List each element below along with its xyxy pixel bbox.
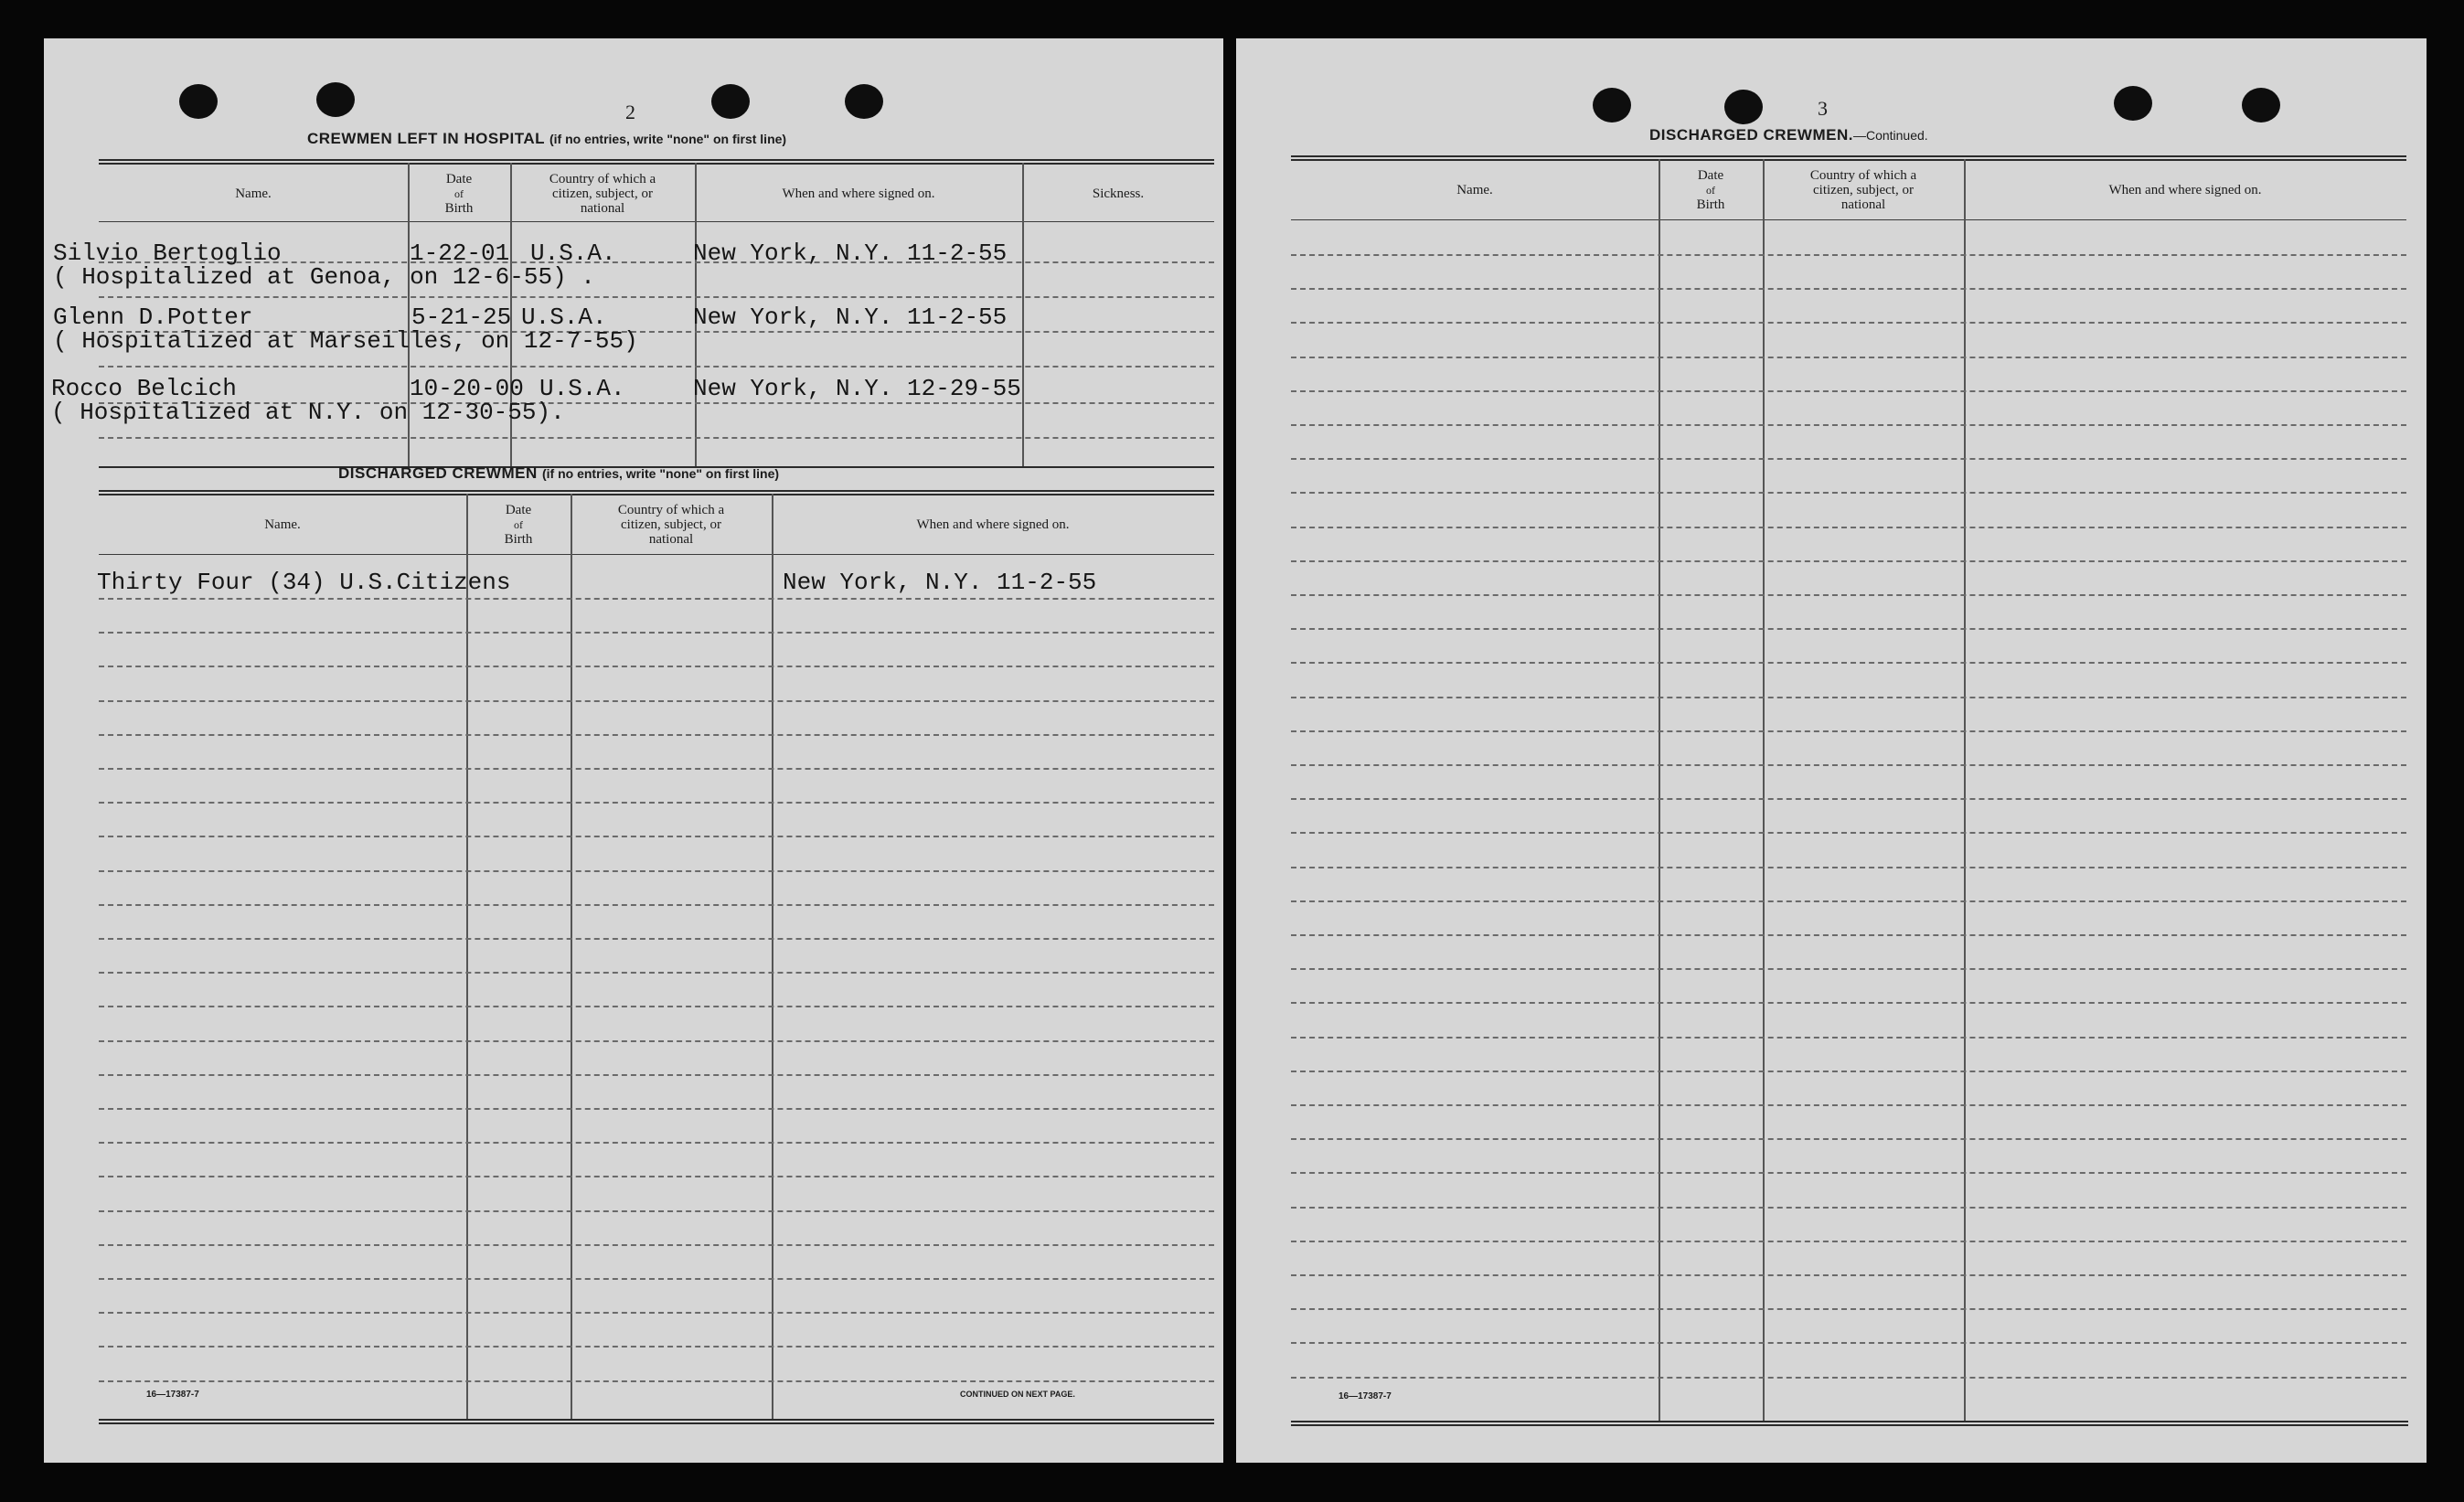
blank-line (99, 1176, 1214, 1177)
form-number: 16—17387-7 (146, 1390, 199, 1400)
blank-line (1291, 1274, 2406, 1276)
discharged-continued-text: DISCHARGED CREWMEN. (1649, 126, 1853, 144)
blank-line (1291, 1138, 2406, 1140)
crewman-dob: 1-22-01 (410, 240, 510, 267)
blank-line (99, 1346, 1214, 1348)
discharged-continued-title (1649, 126, 1928, 144)
right-header-country: Country of which a citizen, subject, or national (1809, 168, 1917, 212)
blank-line (1291, 968, 2406, 970)
blank-line (99, 802, 1214, 804)
blank-line (1291, 322, 2406, 324)
discharged-section-title (338, 464, 779, 483)
blank-line (1291, 1342, 2406, 1344)
right-header-dob: Date of Birth (1696, 168, 1725, 212)
crewman-dob: 5-21-25 (411, 304, 512, 331)
crewman-hospital-note: ( Hospitalized at N.Y. on 12-30-55). (51, 399, 565, 426)
punch-hole-icon (845, 84, 883, 119)
discharged-header-country: Country of which a citizen, subject, or national (617, 503, 725, 547)
blank-line (99, 870, 1214, 872)
blank-line (99, 1244, 1214, 1246)
blank-line (99, 836, 1214, 837)
punch-hole-icon (1593, 88, 1631, 123)
right-header-name: Name. (1456, 183, 1493, 197)
blank-line (99, 598, 1214, 600)
blank-line (99, 1210, 1214, 1212)
blank-line (1291, 254, 2406, 256)
blank-line (1291, 424, 2406, 426)
blank-line (1291, 662, 2406, 664)
blank-line (99, 1006, 1214, 1007)
crewman-signed-on: New York, N.Y. 11-2-55 (693, 304, 1008, 331)
discharged-signed-on: New York, N.Y. 11-2-55 (783, 569, 1097, 596)
blank-line (1291, 900, 2406, 902)
blank-line (1291, 527, 2406, 528)
crewman-name: Rocco Belcich (51, 375, 237, 402)
blank-line (1291, 1377, 2406, 1379)
blank-line (1291, 492, 2406, 494)
crewman-dob: 10-20-00 (410, 375, 524, 402)
page-number: 2 (625, 101, 635, 123)
blank-line (1291, 390, 2406, 392)
hospital-header-dob: Date of Birth (444, 172, 474, 216)
blank-line (99, 666, 1214, 667)
page-number: 3 (1818, 97, 1828, 120)
hospital-header-sickness: Sickness. (1092, 186, 1145, 201)
blank-line (99, 1040, 1214, 1042)
blank-line (1291, 357, 2406, 358)
crewman-name: Silvio Bertoglio (53, 240, 282, 267)
blank-line (1291, 832, 2406, 834)
blank-line (1291, 697, 2406, 698)
hospital-title-text: CREWMEN LEFT IN HOSPITAL (307, 130, 545, 147)
form-number: 16—17387-7 (1339, 1391, 1392, 1401)
hospital-header-name: Name. (235, 186, 272, 201)
blank-line (99, 1278, 1214, 1280)
crewman-name: Glenn D.Potter (53, 304, 253, 331)
right-page (1236, 38, 2427, 1463)
blank-line (1291, 628, 2406, 630)
blank-line (1291, 560, 2406, 562)
blank-line (1291, 1002, 2406, 1004)
blank-line (1291, 1207, 2406, 1209)
crewman-signed-on: New York, N.Y. 12-29-55 (693, 375, 1021, 402)
crewman-signed-on: New York, N.Y. 11-2-55 (693, 240, 1008, 267)
blank-line (99, 1312, 1214, 1314)
blank-line (1291, 1308, 2406, 1310)
blank-line (1291, 1172, 2406, 1174)
punch-hole-icon (2242, 88, 2280, 123)
blank-line (1291, 1071, 2406, 1072)
blank-line (1291, 1037, 2406, 1039)
blank-line (99, 904, 1214, 906)
discharged-title-note: (if no entries, write "none" on first line) (541, 466, 780, 481)
blank-line (1291, 458, 2406, 460)
blank-line (99, 734, 1214, 736)
blank-line (99, 938, 1214, 940)
punch-hole-icon (1724, 90, 1763, 124)
hospital-header-country: Country of which a citizen, subject, or national (549, 172, 656, 216)
blank-line (99, 1142, 1214, 1144)
blank-line (99, 632, 1214, 634)
blank-line (99, 1108, 1214, 1110)
crewman-country: U.S.A. (539, 375, 625, 402)
blank-line (99, 972, 1214, 974)
blank-line (1291, 730, 2406, 732)
discharged-name: Thirty Four (34) U.S.Citizens (97, 569, 511, 596)
crewman-country: U.S.A. (521, 304, 607, 331)
blank-line (1291, 288, 2406, 290)
blank-line (1291, 934, 2406, 936)
left-page (44, 38, 1223, 1463)
hospital-header-signed: When and where signed on. (782, 186, 935, 201)
discharged-header-name: Name. (264, 517, 301, 532)
blank-line (1291, 867, 2406, 868)
blank-line (99, 1074, 1214, 1076)
punch-hole-icon (711, 84, 750, 119)
blank-line (99, 768, 1214, 770)
continued-note: CONTINUED ON NEXT PAGE. (960, 1390, 1075, 1399)
discharged-header-signed: When and where signed on. (916, 517, 1070, 532)
blank-line (1291, 764, 2406, 766)
hospital-title-note: (if no entries, write "none" on first line) (549, 132, 787, 146)
crewman-hospital-note: ( Hospitalized at Marseilles, on 12-7-55) (53, 327, 638, 355)
punch-hole-icon (316, 82, 355, 117)
hospital-section-title (307, 130, 786, 148)
blank-line (1291, 1241, 2406, 1242)
discharged-title-text: DISCHARGED CREWMEN (338, 464, 538, 482)
blank-line (1291, 798, 2406, 800)
punch-hole-icon (179, 84, 218, 119)
crewman-country: U.S.A. (530, 240, 616, 267)
crewman-hospital-note: ( Hospitalized at Genoa, on 12-6-55) . (53, 263, 595, 291)
blank-line (1291, 1104, 2406, 1106)
blank-line (1291, 594, 2406, 596)
blank-line (99, 1380, 1214, 1382)
continued-suffix: —Continued. (1852, 128, 1928, 143)
discharged-header-dob: Date of Birth (504, 503, 533, 547)
right-header-signed: When and where signed on. (2108, 183, 2262, 197)
blank-line (99, 700, 1214, 702)
punch-hole-icon (2114, 86, 2152, 121)
